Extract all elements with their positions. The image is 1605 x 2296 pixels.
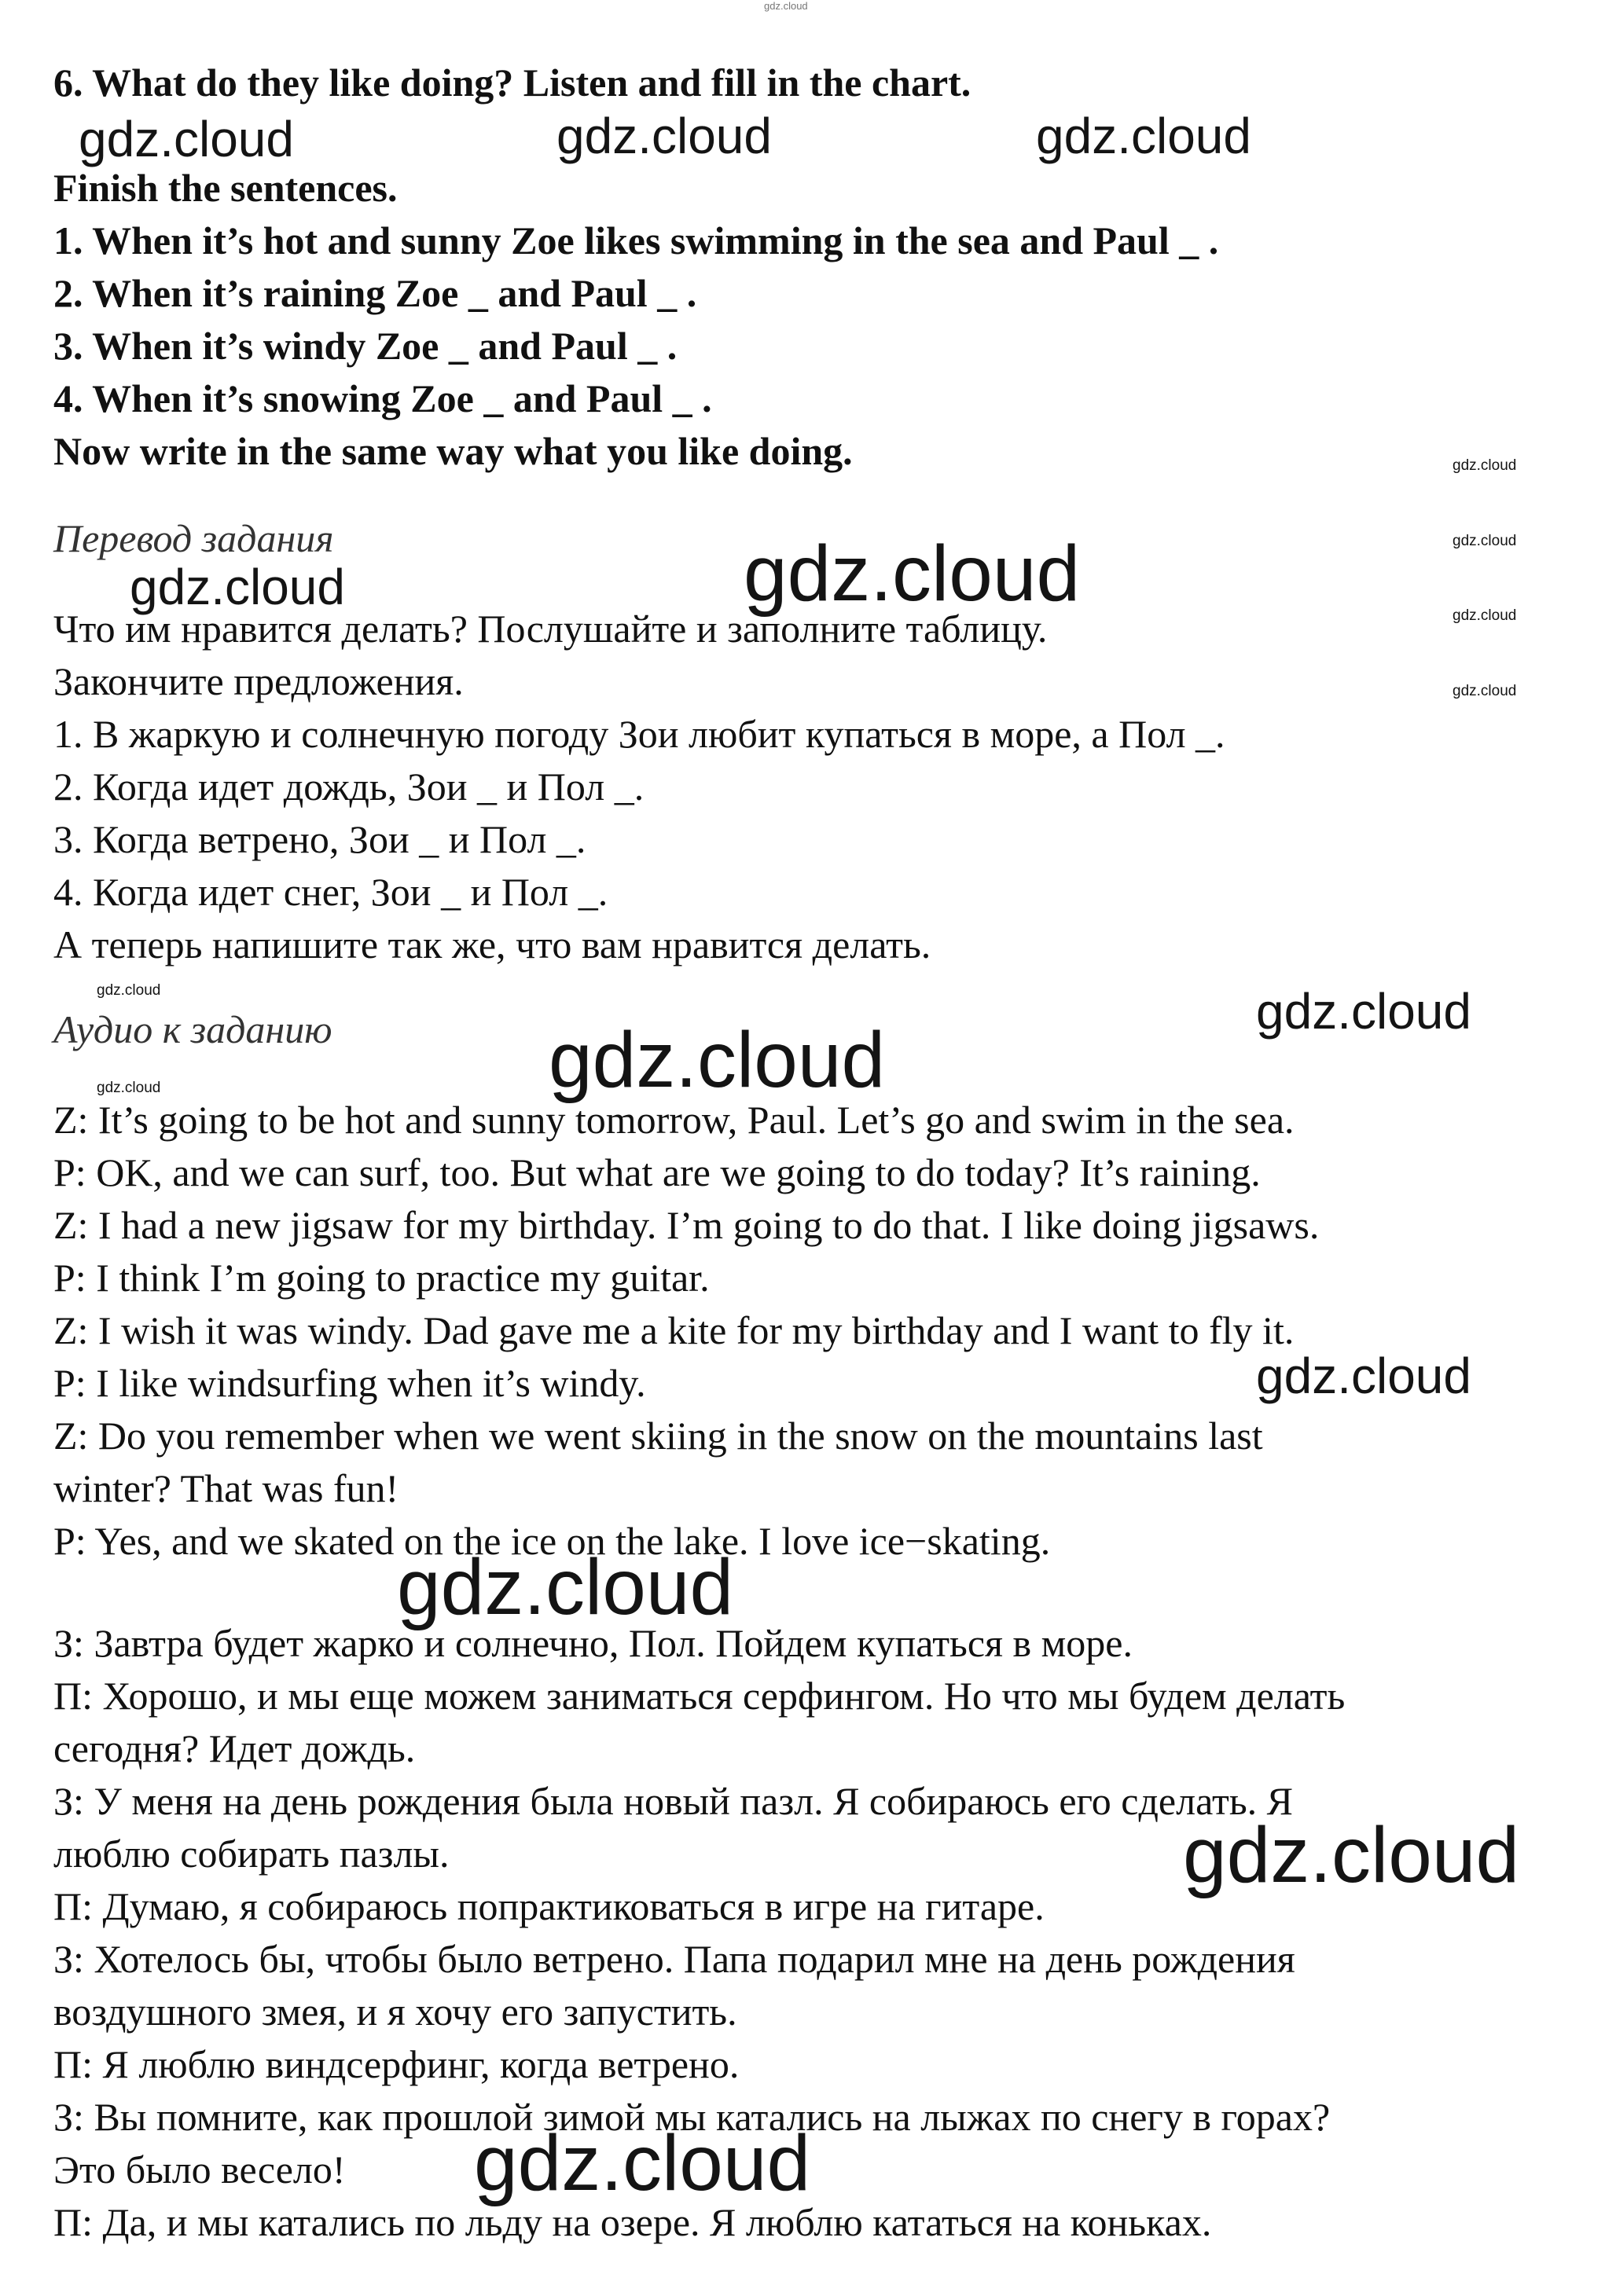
watermark: gdz.cloud: [130, 559, 345, 615]
watermark-large: gdz.cloud: [397, 1543, 734, 1631]
task-heading: 6. What do they like doing? Listen and fill in the chart.: [53, 61, 971, 105]
translation-line: 3. Когда ветрено, Зои _ и Пол _.: [53, 817, 586, 861]
watermark-small: gdz.cloud: [1453, 683, 1517, 699]
audio-line: winter? That was fun!: [53, 1466, 399, 1510]
translation-line: 1. В жаркую и солнечную погоду Зои любит купаться в море, а Пол _.: [53, 712, 1225, 756]
task-now-write: Now write in the same way what you like doing.: [53, 429, 853, 473]
watermark: gdz.cloud: [79, 111, 294, 167]
audio-translation-line: П: Хорошо, и мы еще можем заниматься серфингом. Но что мы будем делать: [53, 1674, 1346, 1718]
audio-translation-line: П: Думаю, я собираюсь попрактиковаться в игре на гитаре.: [53, 1884, 1045, 1928]
translation-line: 4. Когда идет снег, Зои _ и Пол _.: [53, 870, 608, 914]
watermark-small: gdz.cloud: [97, 1080, 161, 1096]
audio-line: P: I like windsurfing when it’s windy.: [53, 1361, 646, 1405]
task-item: 4. When it’s snowing Zoe _ and Paul _ .: [53, 376, 712, 420]
watermark-large: gdz.cloud: [549, 1016, 886, 1104]
audio-line: Z: I had a new jigsaw for my birthday. I’m going to do that. I like doing jigsaws.: [53, 1203, 1320, 1247]
watermark: gdz.cloud: [1036, 108, 1251, 164]
audio-line: P: OK, and we can surf, too. But what are we going to do today? It’s raining.: [53, 1150, 1261, 1194]
task-finish: Finish the sentences.: [53, 166, 398, 210]
audio-translation-line: воздушного змея, и я хочу его запустить.: [53, 1990, 737, 2034]
watermark-large: gdz.cloud: [474, 2119, 811, 2207]
translation-line: Закончите предложения.: [53, 659, 464, 703]
translation-line: 2. Когда идет дождь, Зои _ и Пол _.: [53, 765, 645, 809]
audio-translation-line: П: Да, и мы катались по льду на озере. Я люблю кататься на коньках.: [53, 2200, 1212, 2244]
watermark-small: gdz.cloud: [1453, 457, 1517, 474]
watermark-top: gdz.cloud: [764, 0, 808, 12]
audio-line: Z: It’s going to be hot and sunny tomorrow, Paul. Let’s go and swim in the sea.: [53, 1098, 1295, 1142]
task-item: 2. When it’s raining Zoe _ and Paul _ .: [53, 271, 697, 315]
audio-translation-line: З: У меня на день рождения была новый пазл. Я собираюсь его сделать. Я: [53, 1779, 1293, 1823]
watermark-large: gdz.cloud: [1183, 1811, 1520, 1899]
watermark-large: gdz.cloud: [744, 530, 1081, 618]
task-item: 3. When it’s windy Zoe _ and Paul _ .: [53, 324, 678, 368]
watermark: gdz.cloud: [1256, 1348, 1471, 1404]
watermark: gdz.cloud: [556, 108, 772, 164]
audio-line: Z: I wish it was windy. Dad gave me a kite for my birthday and I want to fly it.: [53, 1308, 1295, 1352]
watermark-small: gdz.cloud: [97, 982, 161, 999]
audio-translation-line: З: Вы помните, как прошлой зимой мы катались на лыжах по снегу в горах?: [53, 2095, 1331, 2139]
audio-translation-line: сегодня? Идет дождь.: [53, 1726, 416, 1770]
audio-line: P: I think I’m going to practice my guitar.: [53, 1256, 710, 1300]
audio-heading: Аудио к заданию: [53, 1007, 332, 1051]
audio-line: Z: Do you remember when we went skiing in the snow on the mountains last: [53, 1414, 1263, 1458]
watermark-small: gdz.cloud: [1453, 533, 1517, 549]
audio-translation-line: люблю собирать пазлы.: [53, 1832, 450, 1876]
watermark-small: gdz.cloud: [1453, 607, 1517, 624]
audio-translation-line: З: Хотелось бы, чтобы было ветрено. Папа подарил мне на день рождения: [53, 1937, 1295, 1981]
audio-translation-line: З: Завтра будет жарко и солнечно, Пол. Пойдем купаться в море.: [53, 1621, 1133, 1665]
audio-translation-line: П: Я люблю виндсерфинг, когда ветрено.: [53, 2042, 740, 2086]
audio-translation-line: Это было весело!: [53, 2147, 346, 2191]
audio-line: P: Yes, and we skated on the ice on the lake. I love ice−skating.: [53, 1519, 1051, 1563]
translation-line: Что им нравится делать? Послушайте и заполните таблицу.: [53, 607, 1048, 651]
translation-heading: Перевод задания: [53, 516, 334, 560]
watermark: gdz.cloud: [1256, 983, 1471, 1040]
translation-line: А теперь напишите так же, что вам нравится делать.: [53, 922, 931, 966]
task-item: 1. When it’s hot and sunny Zoe likes swimming in the sea and Paul _ .: [53, 218, 1219, 262]
